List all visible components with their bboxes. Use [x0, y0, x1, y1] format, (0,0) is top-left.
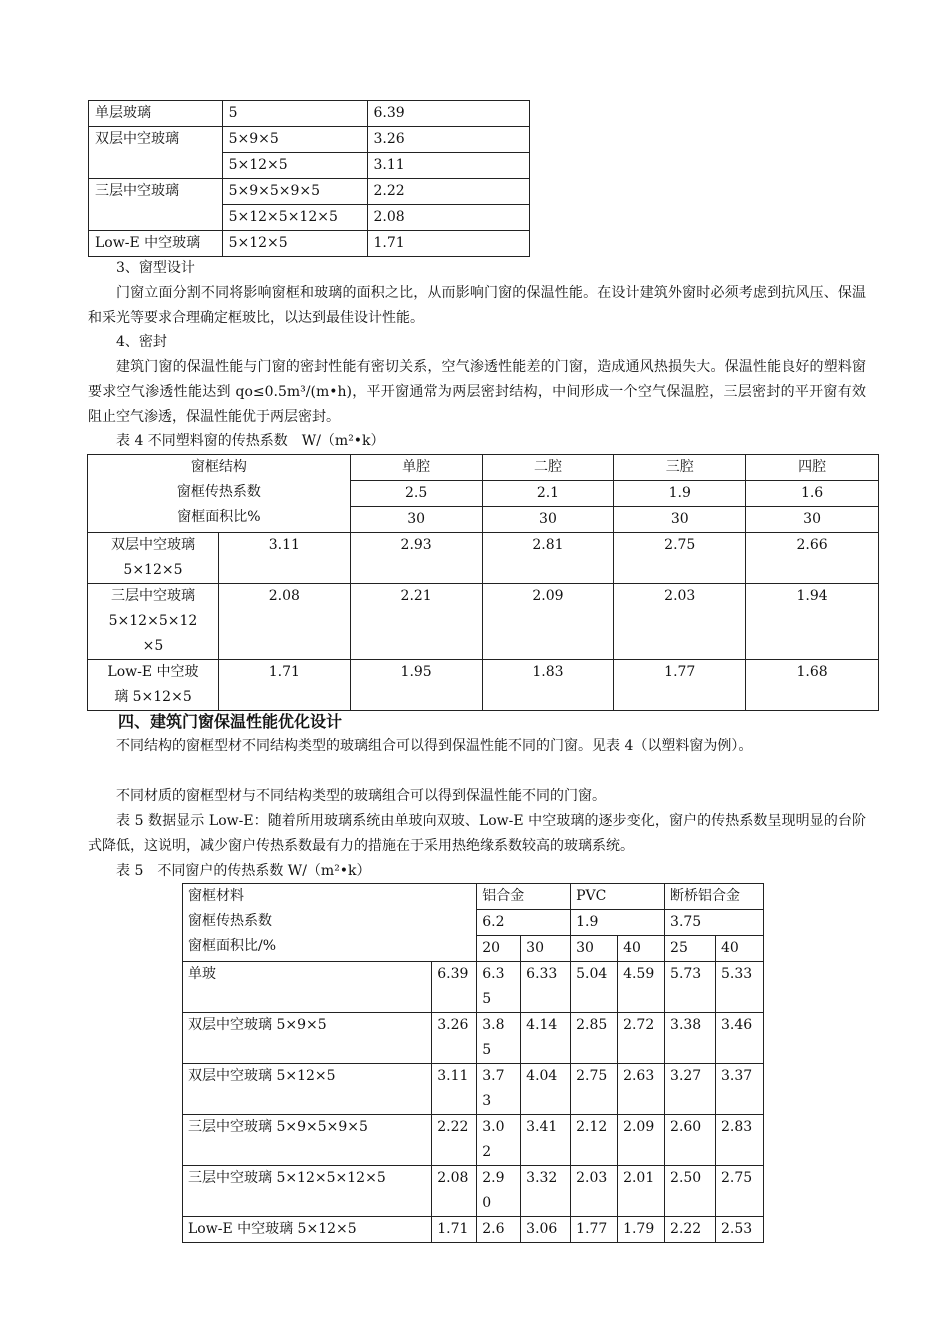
table-cell: 1.95: [350, 660, 482, 711]
table-cell: 4.59: [618, 962, 665, 1013]
table-row: [183, 1217, 764, 1243]
table-cell: 2.03: [571, 1166, 618, 1217]
row-header: 双层中空玻璃 5×12×5: [88, 533, 219, 584]
table-cell: 2.6: [477, 1217, 521, 1243]
table-row: [88, 660, 879, 711]
table-cell: 3.32: [521, 1166, 571, 1217]
paragraph: 不同材质的窗框型材与不同结构类型的玻璃组合可以得到保温性能不同的门窗。: [116, 788, 606, 804]
table-cell: 1.71: [432, 1217, 477, 1243]
row-header: 三层中空玻璃 5×12×5×12×5: [183, 1166, 432, 1217]
table-cell: 三层中空玻璃: [89, 179, 223, 231]
table-row: [89, 179, 530, 205]
table-cell: 2.93: [350, 533, 482, 584]
table-cell: 6.39: [367, 101, 530, 127]
table-cell: 1.83: [482, 660, 614, 711]
paragraph: 门窗立面分割不同将影响窗框和玻璃的面积之比，从而影响门窗的保温性能。在设计建筑外窗时必须考虑到抗风压、保温和采光等要求合理确定框玻比，以达到最佳设计性能。: [88, 285, 866, 326]
table-row: [183, 1064, 764, 1115]
table-row: [183, 1115, 764, 1166]
table-cell: 1.79: [618, 1217, 665, 1243]
table-cell: 5×9×5×9×5: [222, 179, 367, 205]
row-header: Low-E 中空玻 璃 5×12×5: [88, 660, 219, 711]
column-header: 三腔: [614, 455, 746, 481]
paragraph: 表 5 数据显示 Low-E：随着所用玻璃系统由单玻向双玻、Low-E 中空玻璃的逐步变化，窗户的传热系数呈现明显的台阶式降低，这说明，减少窗户传热系数最有力的措施在于采用热绝缘系数较高的玻璃系统。: [88, 813, 866, 854]
section-title: 四、建筑门窗保温性能优化设计: [118, 712, 343, 731]
table-cell: 4.14: [521, 1013, 571, 1064]
table-cell: 5.73: [665, 962, 716, 1013]
table-cell: 双层中空玻璃: [89, 127, 223, 179]
glass-k-table: [88, 100, 530, 257]
table-cell: 2.08: [367, 205, 530, 231]
table-cell: Low-E 中空玻璃: [89, 231, 223, 257]
table-cell: 3.75: [665, 910, 764, 936]
table-caption: 表 4 不同塑料窗的传热系数 W/（m²•k）: [116, 433, 385, 449]
table-cell: 3.11: [367, 153, 530, 179]
table-cell: 1.71: [218, 660, 350, 711]
table-row: [89, 127, 530, 153]
table-cell: 2.22: [432, 1115, 477, 1166]
row-header: 三层中空玻璃 5×9×5×9×5: [183, 1115, 432, 1166]
table-cell: 2.75: [715, 1166, 763, 1217]
table-cell: 3.0 2: [477, 1115, 521, 1166]
table-cell: 4.04: [521, 1064, 571, 1115]
table-cell: 2.53: [715, 1217, 763, 1243]
table-cell: 2.5: [350, 481, 482, 507]
row-header: 双层中空玻璃 5×9×5: [183, 1013, 432, 1064]
header-cell: [88, 455, 351, 533]
column-header: PVC: [571, 884, 665, 910]
table-cell: 5×12×5: [222, 153, 367, 179]
table-row: [183, 884, 764, 910]
table-cell: 2.03: [614, 584, 746, 660]
table-cell: 2.85: [571, 1013, 618, 1064]
column-header: 单腔: [350, 455, 482, 481]
table-caption: 表 5 不同窗户的传热系数 W/（m²•k）: [116, 863, 371, 879]
table-cell: 3.11: [432, 1064, 477, 1115]
header-ratio: 窗框面积比%: [177, 509, 261, 525]
table-cell: 30: [746, 507, 879, 533]
table-cell: 3.7 3: [477, 1064, 521, 1115]
table-cell: 2.08: [218, 584, 350, 660]
table-cell: 30: [521, 936, 571, 962]
table-cell: 6.2: [477, 910, 571, 936]
table-cell: 2.75: [614, 533, 746, 584]
table-row: [88, 584, 879, 660]
table-cell: 2.1: [482, 481, 614, 507]
table-cell: 5×12×5: [222, 231, 367, 257]
plastic-window-k-table: [87, 454, 879, 711]
table-row: [89, 101, 530, 127]
header-cell: [183, 884, 477, 962]
table-cell: 20: [477, 936, 521, 962]
table-row: [183, 1013, 764, 1064]
table-cell: 2.66: [746, 533, 879, 584]
table-cell: 单层玻璃: [89, 101, 223, 127]
paragraph: 不同结构的窗框型材不同结构类型的玻璃组合可以得到保温性能不同的门窗。见表 4（以塑料窗为例）。: [116, 738, 753, 754]
table-cell: 2.75: [571, 1064, 618, 1115]
table-cell: 2.09: [482, 584, 614, 660]
table-cell: 2.09: [618, 1115, 665, 1166]
table-cell: 30: [482, 507, 614, 533]
row-header: 双层中空玻璃 5×12×5: [183, 1064, 432, 1115]
header-material: 窗框材料: [188, 888, 244, 904]
table-cell: 1.9: [614, 481, 746, 507]
row-header: 单玻: [183, 962, 432, 1013]
table-row: [89, 231, 530, 257]
table-cell: 40: [715, 936, 763, 962]
table-cell: 3.46: [715, 1013, 763, 1064]
header-ratio: 窗框面积比/%: [188, 938, 277, 954]
table-cell: 1.71: [367, 231, 530, 257]
table-cell: 2.12: [571, 1115, 618, 1166]
section-heading: 4、密封: [116, 334, 167, 350]
table-cell: 6.39: [432, 962, 477, 1013]
table-cell: 3.11: [218, 533, 350, 584]
table-cell: 1.6: [746, 481, 879, 507]
table-cell: 2.72: [618, 1013, 665, 1064]
window-k-table: [182, 883, 764, 1243]
table-cell: 1.9: [571, 910, 665, 936]
table-cell: 3.26: [367, 127, 530, 153]
table-cell: 2.81: [482, 533, 614, 584]
table-cell: 3.37: [715, 1064, 763, 1115]
table-cell: 40: [618, 936, 665, 962]
table-row: [88, 533, 879, 584]
table-cell: 2.60: [665, 1115, 716, 1166]
column-header: 铝合金: [477, 884, 571, 910]
table-cell: 1.68: [746, 660, 879, 711]
table-row: [88, 455, 879, 481]
table-cell: 2.22: [367, 179, 530, 205]
table-cell: 3.26: [432, 1013, 477, 1064]
header-structure: 窗框结构: [190, 459, 247, 475]
table-cell: 5.33: [715, 962, 763, 1013]
table-cell: 30: [614, 507, 746, 533]
section-heading: 3、窗型设计: [116, 260, 195, 276]
table-row: [183, 962, 764, 1013]
table-cell: 3.38: [665, 1013, 716, 1064]
table-cell: 3.8 5: [477, 1013, 521, 1064]
table-cell: 2.50: [665, 1166, 716, 1217]
table-cell: 3.27: [665, 1064, 716, 1115]
table-cell: 25: [665, 936, 716, 962]
table-cell: 2.08: [432, 1166, 477, 1217]
column-header: 断桥铝合金: [665, 884, 764, 910]
table-cell: 2.22: [665, 1217, 716, 1243]
table-cell: 5.04: [571, 962, 618, 1013]
table-cell: 2.01: [618, 1166, 665, 1217]
paragraph: 建筑门窗的保温性能与门窗的密封性能有密切关系，空气渗透性能差的门窗，造成通风热损失大。保温性能良好的塑料窗要求空气渗透性能达到 qo≤0.5m³/(m•h)，平开窗通常为两层密封结构，中间形成一个空气保温腔，三层密封的平开窗有效阻止空气渗透，保温性能优于两层密封。: [88, 359, 866, 425]
table-cell: 1.94: [746, 584, 879, 660]
header-k: 窗框传热系数: [188, 913, 272, 929]
table-cell: 6.3 5: [477, 962, 521, 1013]
header-k: 窗框传热系数: [176, 484, 261, 500]
table-cell: 5×12×5×12×5: [222, 205, 367, 231]
table-cell: 2.63: [618, 1064, 665, 1115]
table-cell: 30: [350, 507, 482, 533]
table-row: [183, 1166, 764, 1217]
column-header: 二腔: [482, 455, 614, 481]
table-cell: 3.06: [521, 1217, 571, 1243]
table-cell: 2.83: [715, 1115, 763, 1166]
table-cell: 3.41: [521, 1115, 571, 1166]
table-cell: 6.33: [521, 962, 571, 1013]
table-cell: 5: [222, 101, 367, 127]
table-cell: 2.9 0: [477, 1166, 521, 1217]
table-cell: 1.77: [614, 660, 746, 711]
row-header: 三层中空玻璃 5×12×5×12 ×5: [88, 584, 219, 660]
table-cell: 5×9×5: [222, 127, 367, 153]
row-header: Low-E 中空玻璃 5×12×5: [183, 1217, 432, 1243]
table-cell: 30: [571, 936, 618, 962]
table-cell: 2.21: [350, 584, 482, 660]
table-cell: 1.77: [571, 1217, 618, 1243]
column-header: 四腔: [746, 455, 879, 481]
